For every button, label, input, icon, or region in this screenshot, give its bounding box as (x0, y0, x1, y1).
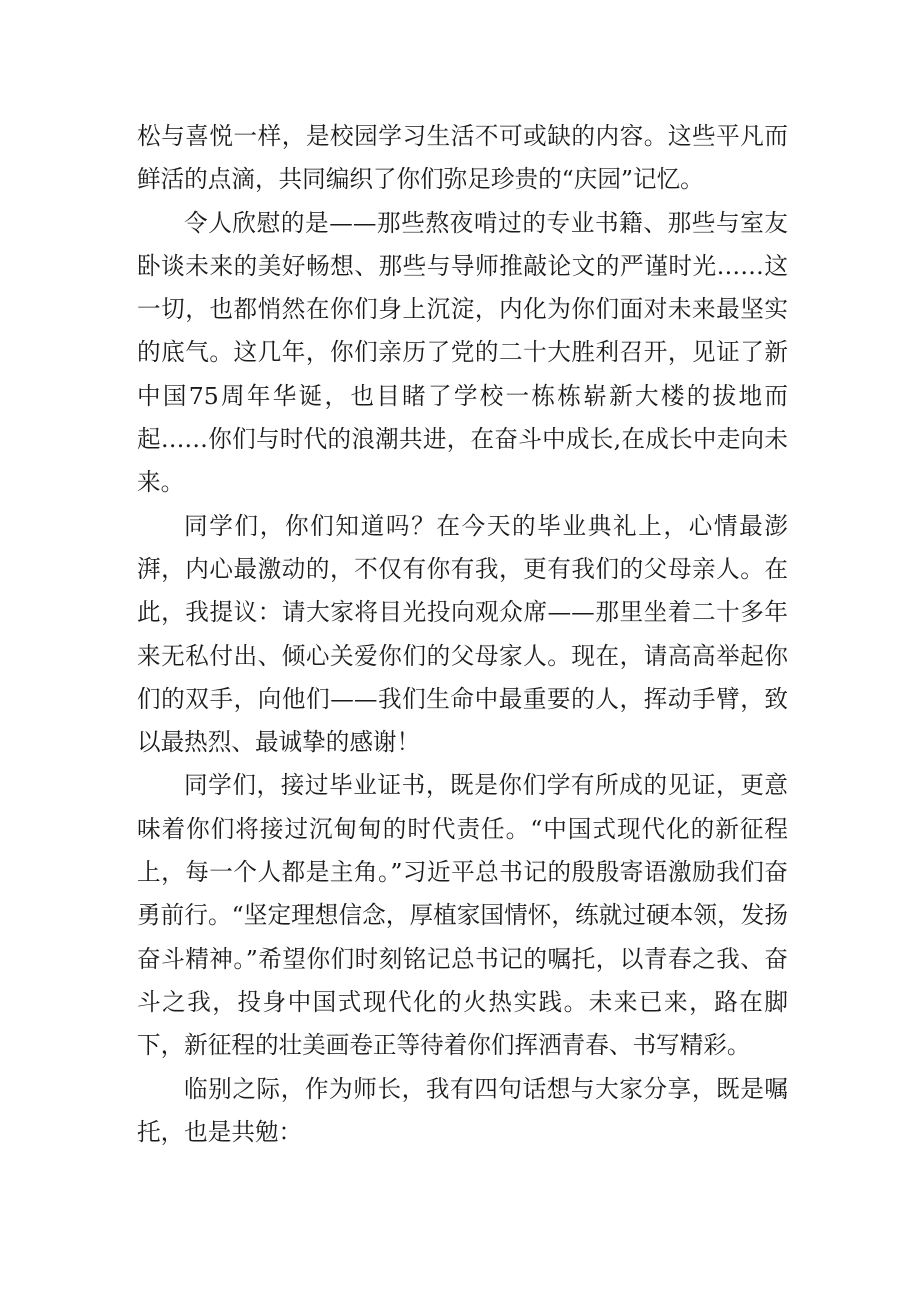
paragraph-continuation: 松与喜悦一样，是校园学习生活不可或缺的内容。这些平凡而鲜活的点滴，共同编织了你们弥足珍贵的“庆园”记忆。 (137, 122, 788, 194)
paragraph: 临别之际，作为师长，我有四句话想与大家分享，既是嘱托，也是共勉： (137, 1074, 788, 1146)
paragraph: 同学们，接过毕业证书，既是你们学有所成的见证，更意味着你们将接过沉甸甸的时代责任。“中国式现代化的新征程上，每一个人都是主角。”习近平总书记的殷殷寄语激励我们奋勇前行。“坚定理想信念，厚植家国情怀，练就过硬本领，发扬奋斗精神。”希望你们时刻铭记总书记的嘱托，以青春之我、奋斗之我，投身中国式现代化的火热实践。未来已来，路在脚下，新征程的壮美画卷正等待着你们挥洒青春、书写精彩。 (137, 771, 788, 1060)
paragraph: 同学们，你们知道吗？在今天的毕业典礼上，心情最澎湃，内心最激动的，不仅有你有我，更有我们的父母亲人。在此，我提议：请大家将目光投向观众席——那里坐着二十多年来无私付出、倾心关爱你们的父母家人。现在，请高高举起你们的双手，向他们——我们生命中最重要的人，挥动手臂，致以最热烈、最诚挚的感谢！ (137, 511, 788, 757)
paragraph: 令人欣慰的是——那些熬夜啃过的专业书籍、那些与室友卧谈未来的美好畅想、那些与导师推敲论文的严谨时光……这一切，也都悄然在你们身上沉淀，内化为你们面对未来最坚实的底气。这几年，你们亲历了党的二十大胜利召开，见证了新中国75周年华诞，也目睹了学校一栋栋崭新大楼的拔地而起……你们与时代的浪潮共进，在奋斗中成长,在成长中走向未来。 (137, 208, 788, 497)
document-body (137, 115, 788, 1154)
